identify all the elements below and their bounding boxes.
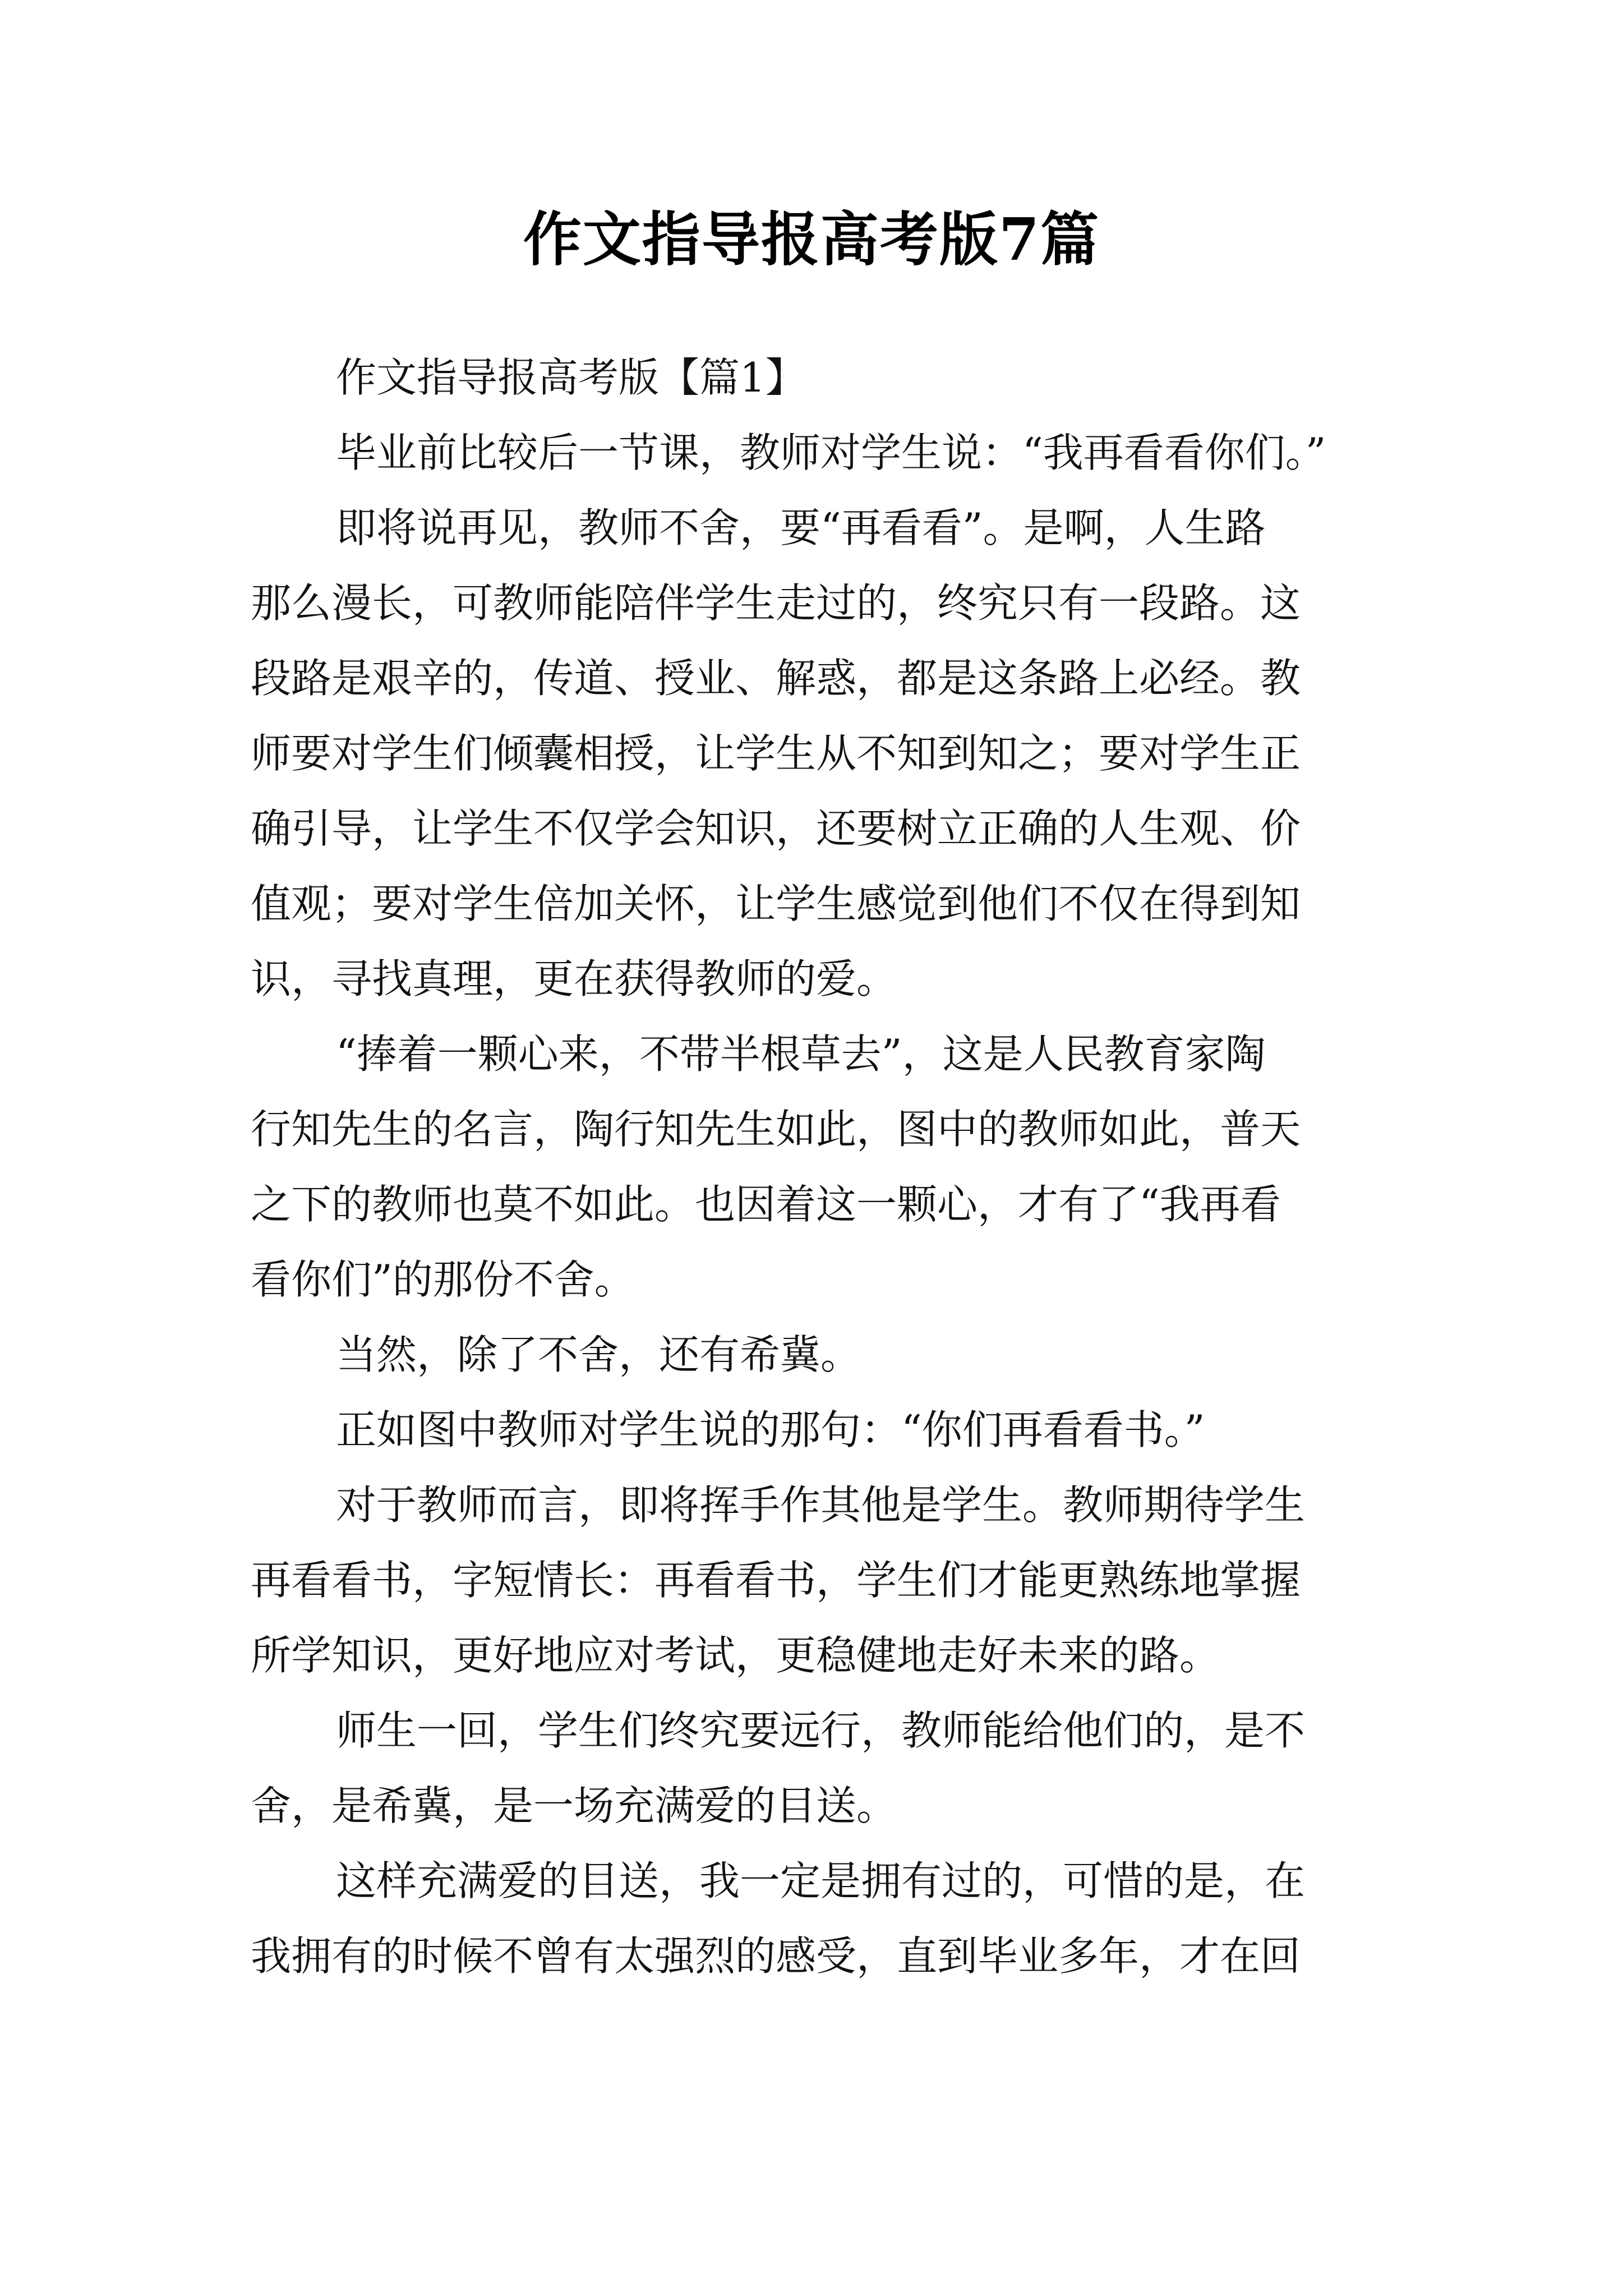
paragraph-line: 正如图中教师对学生说的那句：“你们再看看书。” bbox=[336, 1406, 1205, 1453]
paragraph-line: 师要对学生们倾囊相授，让学生从不知到知之；要对学生正 bbox=[251, 730, 1301, 777]
paragraph-line: 我拥有的时候不曾有太强烈的感受，直到毕业多年，才在回 bbox=[251, 1932, 1301, 1980]
paragraph-line: “捧着一颗心来，不带半根草去”，这是人民教育家陶 bbox=[336, 1030, 1266, 1078]
paragraph-line: 师生一回，学生们终究要远行，教师能给他们的，是不 bbox=[336, 1707, 1306, 1754]
paragraph-line: 段路是艰辛的，传道、授业、解惑，都是这条路上必经。教 bbox=[251, 655, 1301, 702]
paragraph-line: 毕业前比较后一节课，教师对学生说：“我再看看你们。” bbox=[336, 429, 1326, 476]
paragraph-line: 确引导，让学生不仅学会知识，还要树立正确的人生观、价 bbox=[251, 805, 1301, 852]
paragraph-line: 识，寻找真理，更在获得教师的爱。 bbox=[251, 955, 897, 1002]
paragraph-line: 当然，除了不舍，还有希冀。 bbox=[336, 1331, 861, 1378]
paragraph-line: 那么漫长，可教师能陪伴学生走过的，终究只有一段路。这 bbox=[251, 579, 1301, 627]
paragraph-line: 所学知识，更好地应对考试，更稳健地走好未来的路。 bbox=[251, 1632, 1220, 1679]
paragraph-line: 舍，是希冀，是一场充满爱的目送。 bbox=[251, 1782, 897, 1829]
paragraph-line: 行知先生的名言，陶行知先生如此，图中的教师如此，普天 bbox=[251, 1106, 1301, 1153]
paragraph-line: 对于教师而言，即将挥手作其他是学生。教师期待学生 bbox=[336, 1481, 1306, 1529]
paragraph-line: 这样充满爱的目送，我一定是拥有过的，可惜的是，在 bbox=[336, 1857, 1306, 1904]
paragraph-line: 即将说再见，教师不舍，要“再看看”。是啊，人生路 bbox=[336, 504, 1266, 551]
paragraph-line: 再看看书，字短情长：再看看书，学生们才能更熟练地掌握 bbox=[251, 1557, 1301, 1604]
paragraph-line: 看你们”的那份不舍。 bbox=[251, 1256, 635, 1303]
paragraph-line: 之下的教师也莫不如此。也因着这一颗心，才有了“我再看 bbox=[251, 1181, 1281, 1228]
document-title: 作文指导报高考版7篇 bbox=[523, 205, 1100, 274]
paragraph-line: 值观；要对学生倍加关怀，让学生感觉到他们不仅在得到知 bbox=[251, 880, 1301, 927]
section-heading: 作文指导报高考版【篇1】 bbox=[336, 354, 806, 401]
document-body bbox=[251, 340, 1395, 1994]
